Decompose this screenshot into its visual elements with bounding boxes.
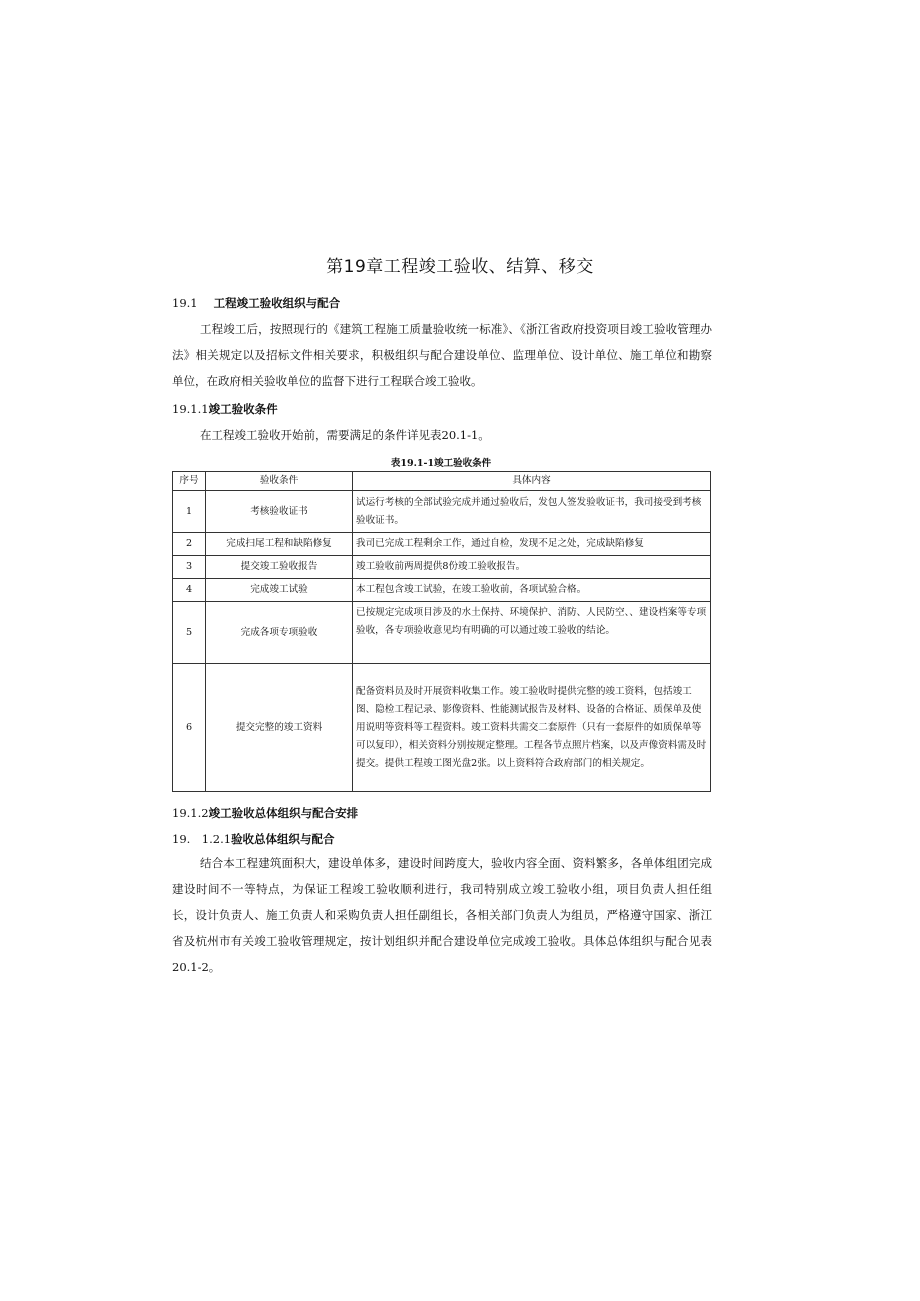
paragraph-conditions: 在工程竣工验收开始前，需要满足的条件详见表20.1-1。 xyxy=(200,428,490,442)
table-row xyxy=(173,491,711,533)
section-heading-19-1-2-1 xyxy=(172,831,335,847)
row-number: 1 xyxy=(173,491,206,533)
row-condition: 提交竣工验收报告 xyxy=(206,556,353,579)
header-cell: 验收条件 xyxy=(206,472,353,491)
section-title: 验收总体组织与配合 xyxy=(231,832,335,846)
section-number: 19. 1.2.1 xyxy=(172,832,232,846)
section-title: 竣工验收总体组织与配合安排 xyxy=(208,806,359,820)
row-detail: 试运行考核的全部试验完成并通过验收后，发包人签发验收证书，我司接受到考核验收证书。 xyxy=(353,491,711,533)
section-heading-19-1-1 xyxy=(172,401,278,417)
row-detail: 配备资料员及时开展资料收集工作。竣工验收时提供完整的竣工资料，包括竣工图、隐检工程记录、影像资料、性能测试报告及材料、设备的合格证、质保单及使用说明等资料等工程资料。竣工资料共需交二套原件（只有一套原件的如质保单等可以复印），相关资料分别按规定整理。工程各节点照片档案，以及声像资料需及时提交。提供工程竣工图光盘2张。以上资料符合政府部门的相关规定。 xyxy=(353,664,711,792)
row-number: 4 xyxy=(173,579,206,602)
row-number: 3 xyxy=(173,556,206,579)
row-number: 5 xyxy=(173,602,206,664)
row-detail: 竣工验收前两周提供8份竣工验收报告。 xyxy=(353,556,711,579)
row-condition: 完成竣工试验 xyxy=(206,579,353,602)
table-row xyxy=(173,664,711,792)
section-number: 19.1 xyxy=(172,296,198,310)
section-number: 19.1.1 xyxy=(172,402,209,416)
section-heading-19-1-2 xyxy=(172,805,358,821)
row-detail: 本工程包含竣工试验，在竣工验收前，各项试验合格。 xyxy=(353,579,711,602)
paragraph-intro: 工程竣工后，按照现行的《建筑工程施工质量验收统一标准》、《浙江省政府投资项目竣工验收管理办法》相关规定以及招标文件相关要求，积极组织与配合建设单位、监理单位、设计单位、施工单位和勘察单位，在政府相关验收单位的监督下进行工程联合竣工验收。 xyxy=(172,322,712,388)
section-title: 工程竣工验收组织与配合 xyxy=(213,296,341,310)
paragraph-organization: 结合本工程建筑面积大，建设单体多，建设时间跨度大，验收内容全面、资料繁多，各单体组团完成建设时间不一等特点，为保证工程竣工验收顺利进行，我司特别成立竣工验收小组，项目负责人担任组长，设计负责人、施工负责人和采购负责人担任副组长，各相关部门负责人为组员，严格遵守国家、浙江省及杭州市有关竣工验收管理规定，按计划组织并配合建设单位完成竣工验收。具体总体组织与配合见表20.1-2。 xyxy=(172,856,712,974)
section-heading-19-1 xyxy=(172,295,340,311)
header-cell: 序号 xyxy=(173,472,206,491)
row-condition: 完成各项专项验收 xyxy=(206,602,353,664)
row-condition: 完成扫尾工程和缺陷修复 xyxy=(206,533,353,556)
section-number: 19.1.2 xyxy=(172,806,209,820)
table-caption: 表19.1-1竣工验收条件 xyxy=(390,458,492,469)
row-number: 6 xyxy=(173,664,206,792)
row-number: 2 xyxy=(173,533,206,556)
header-cell: 具体内容 xyxy=(353,472,711,491)
row-condition: 提交完整的竣工资料 xyxy=(206,664,353,792)
acceptance-conditions-table xyxy=(172,471,711,792)
table-row xyxy=(173,533,711,556)
row-detail: 我司已完成工程剩余工作，通过自检，发现不足之处，完成缺陷修复 xyxy=(353,533,711,556)
page-title: 第19章工程竣工验收、结算、移交 xyxy=(326,257,594,277)
table-row xyxy=(173,602,711,664)
row-condition: 考核验收证书 xyxy=(206,491,353,533)
table-header-row xyxy=(173,472,711,491)
table-row xyxy=(173,556,711,579)
row-detail: 已按规定完成项目涉及的水土保持、环境保护、消防、人民防空、、建设档案等专项验收，各专项验收意见均有明确的可以通过竣工验收的结论。 xyxy=(353,602,711,664)
section-title: 竣工验收条件 xyxy=(208,402,278,416)
table-row xyxy=(173,579,711,602)
